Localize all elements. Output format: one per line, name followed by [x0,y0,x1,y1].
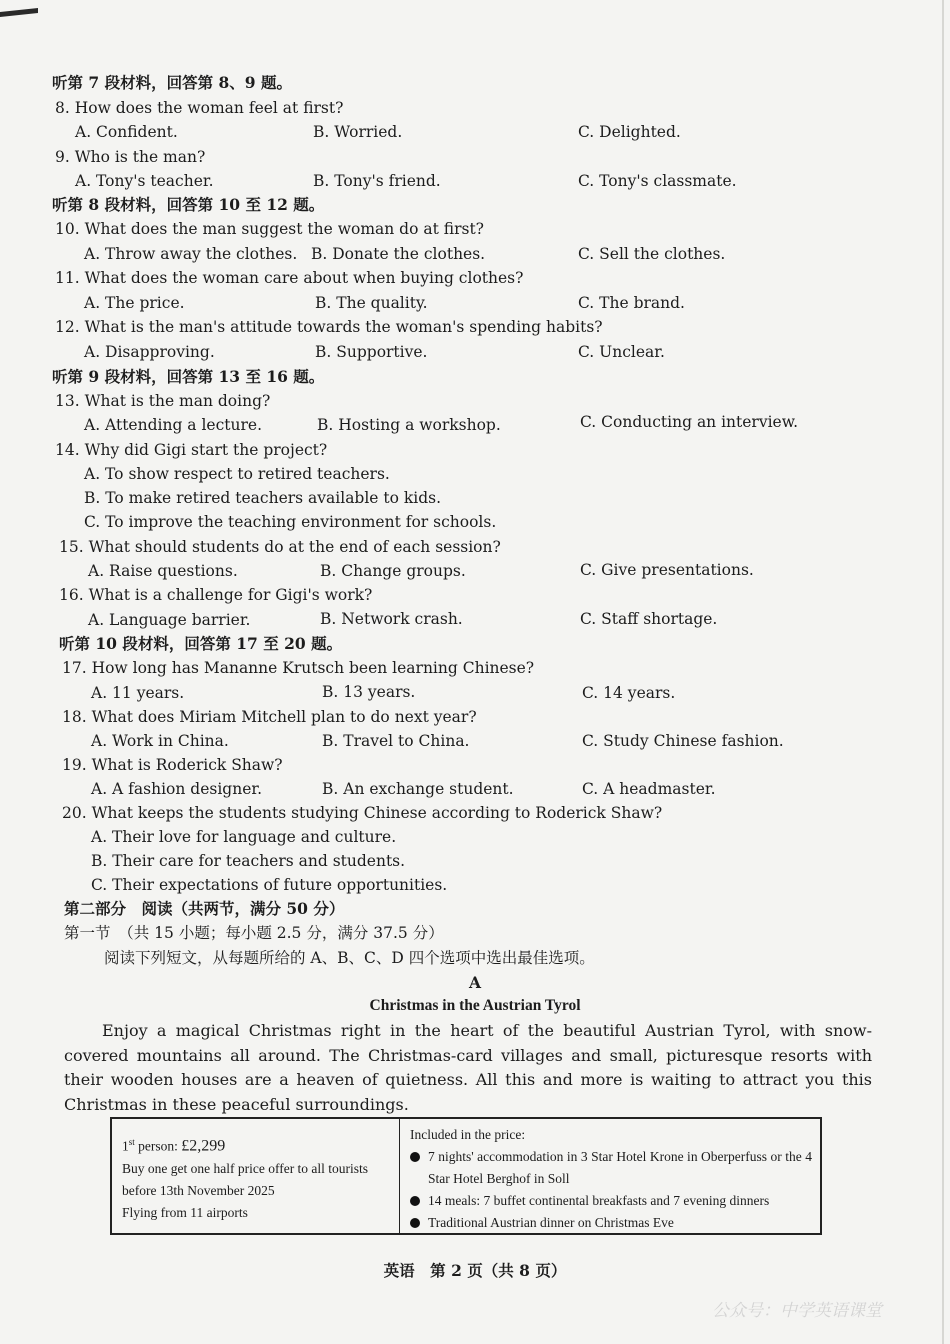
bullet-icon [410,1218,420,1228]
q11-option-b: B. The quality. [315,294,428,312]
watermark-text: 公众号：中学英语课堂 [712,1301,882,1321]
first-person-price [122,1131,393,1158]
reading-instruction: 阅读下列短文，从每题所给的 A、B、C、D 四个选项中选出最佳选项。 [104,949,595,967]
flying-text: Flying from 11 airports [122,1204,248,1220]
section-10-heading: 听第 10 段材料，回答第 17 至 20 题。 [59,634,343,653]
q14-option-c: C. To improve the teaching environment for schools. [84,513,497,531]
page-footer: 英语 第 2 页（共 8 页） [383,1261,567,1280]
offer-text: Buy one get one half price offer to all tourists before 13th November 2025 [122,1160,369,1198]
q15-option-a: A. Raise questions. [88,562,238,580]
person-ordinal: 1 [122,1138,129,1154]
q18-option-c: C. Study Chinese fashion. [582,732,784,750]
q18-stem: 18. What does Miriam Mitchell plan to do next year? [62,708,477,726]
q9-option-c: C. Tony's classmate. [578,172,737,190]
q10-stem: 10. What does the man suggest the woman do at first? [55,220,484,238]
q17-option-b: B. 13 years. [322,683,416,701]
bullet-icon [410,1196,420,1206]
q16-option-b: B. Network crash. [320,610,463,628]
q12-option-a: A. Disapproving. [84,343,215,361]
included-item: 14 meals: 7 buffet continental breakfasts and 7 evening dinners [410,1190,812,1212]
price-info-box [110,1117,822,1235]
q18-option-b: B. Travel to China. [322,732,470,750]
section-9-heading: 听第 9 段材料，回答第 13 至 16 题。 [52,367,325,386]
q20-option-b: B. Their care for teachers and students. [91,852,406,870]
q12-option-c: C. Unclear. [578,343,665,361]
person-ordinal-suffix: st [128,1137,135,1147]
q9-option-b: B. Tony's friend. [313,172,441,190]
q19-option-c: C. A headmaster. [582,780,716,798]
q11-stem: 11. What does the woman care about when buying clothes? [55,269,524,287]
q20-option-a: A. Their love for language and culture. [91,828,397,846]
q17-stem: 17. How long has Mananne Krutsch been learning Chinese? [62,659,535,677]
q14-option-a: A. To show respect to retired teachers. [84,465,390,483]
q15-option-c: C. Give presentations. [580,561,754,579]
included-item: 7 nights' accommodation in 3 Star Hotel Krone in Oberperfuss or the 4 Star Hotel Berghof in Soll [410,1146,812,1190]
q12-option-b: B. Supportive. [315,343,428,361]
q13-stem: 13. What is the man doing? [55,392,271,410]
q15-stem: 15. What should students do at the end of each session? [59,538,501,556]
q16-option-c: C. Staff shortage. [580,610,718,628]
included-details [400,1119,820,1233]
price-details [112,1119,400,1233]
section-8-heading: 听第 8 段材料，回答第 10 至 12 题。 [52,195,325,214]
q19-option-b: B. An exchange student. [322,780,514,798]
part-two-heading: 第二部分 阅读（共两节，满分 50 分） [64,899,345,918]
included-title: Included in the price: [410,1127,526,1142]
q8-option-c: C. Delighted. [578,123,681,141]
page-edge [942,0,944,1344]
q10-option-b: B. Donate the clothes. [311,245,486,263]
section-7-heading: 听第 7 段材料，回答第 8、9 题。 [52,73,292,92]
q13-option-c: C. Conducting an interview. [580,413,799,431]
q15-option-b: B. Change groups. [320,562,466,580]
q17-option-c: C. 14 years. [582,684,676,702]
q19-stem: 19. What is Roderick Shaw? [62,756,283,774]
section-one-heading: 第一节 （共 15 小题；每小题 2.5 分，满分 37.5 分） [64,924,444,942]
q11-option-a: A. The price. [84,294,185,312]
q14-option-b: B. To make retired teachers available to kids. [84,489,442,507]
q8-option-a: A. Confident. [75,123,178,141]
bullet-icon [410,1152,420,1162]
q18-option-a: A. Work in China. [91,732,229,750]
q9-stem: 9. Who is the man? [55,148,206,166]
price-value: £2,299 [181,1137,226,1155]
q12-stem: 12. What is the man's attitude towards the woman's spending habits? [55,318,603,336]
q13-option-a: A. Attending a lecture. [84,416,262,434]
q16-stem: 16. What is a challenge for Gigi's work? [59,586,373,604]
q10-option-c: C. Sell the clothes. [578,245,726,263]
q14-stem: 14. Why did Gigi start the project? [55,441,328,459]
q9-option-a: A. Tony's teacher. [75,172,214,190]
q19-option-a: A. A fashion designer. [91,780,262,798]
q13-option-b: B. Hosting a workshop. [317,416,501,434]
q20-stem: 20. What keeps the students studying Chinese according to Roderick Shaw? [62,804,663,822]
q8-stem: 8. How does the woman feel at first? [55,99,344,117]
passage-letter: A [468,973,482,992]
scan-corner-mark [0,8,38,17]
q10-option-a: A. Throw away the clothes. [84,245,298,263]
q8-option-b: B. Worried. [313,123,403,141]
person-label: person: [138,1138,178,1154]
q11-option-c: C. The brand. [578,294,685,312]
included-item: Traditional Austrian dinner on Christmas Eve [410,1212,812,1234]
q16-option-a: A. Language barrier. [88,611,251,629]
q20-option-c: C. Their expectations of future opportunities. [91,876,448,894]
q17-option-a: A. 11 years. [91,684,185,702]
passage-title: Christmas in the Austrian Tyrol [369,997,581,1014]
passage-paragraph: Enjoy a magical Christmas right in the heart of the beautiful Austrian Tyrol, with snow-covered mountains all around. The Christmas-card villages and small, picturesque resorts with their wooden houses are a heaven of quietness. All this and more is waiting to attract you this Christmas in these peaceful surroundings. [64,1021,872,1114]
